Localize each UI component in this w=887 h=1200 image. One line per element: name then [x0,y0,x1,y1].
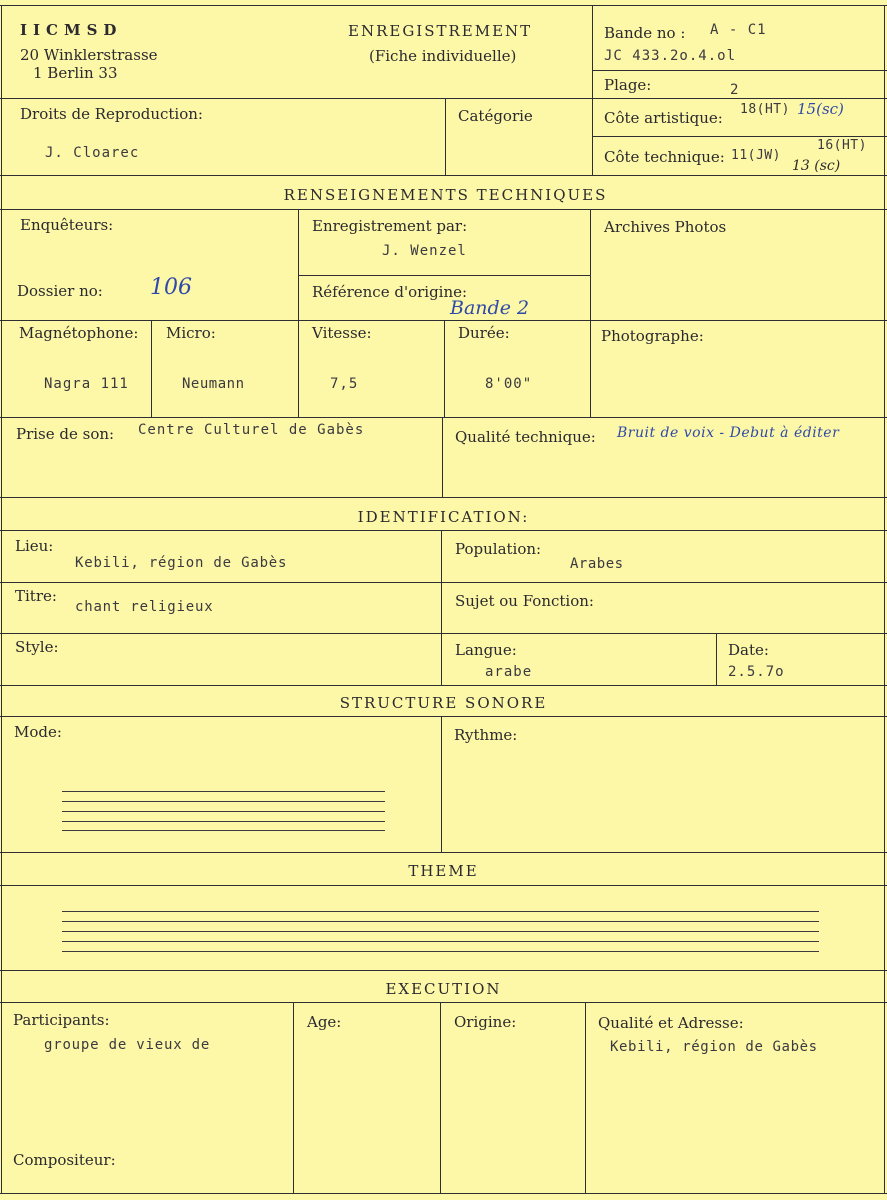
theme-line [62,931,819,932]
bande-label: Bande no : [604,24,686,42]
reference-value: Bande 2 [450,297,530,319]
plage-label: Plage: [604,76,652,94]
rule [0,530,887,531]
section-title-structure: STRUCTURE SONORE [339,694,548,712]
age-label: Age: [307,1013,342,1031]
participants-label: Participants: [13,1011,110,1029]
rule [0,209,887,210]
rule [441,716,442,852]
rule [585,1002,586,1193]
rule [0,885,887,886]
dossier-value: 106 [150,275,192,300]
origine-label: Origine: [454,1013,517,1031]
rule [442,417,443,497]
rule [0,852,887,853]
vitesse-label: Vitesse: [312,324,372,342]
bande-value: A - C1 [710,22,767,38]
rule [445,98,446,175]
prise-value: Centre Culturel de Gabès [138,422,365,438]
rule [293,1002,294,1193]
section-title-technique: RENSEIGNEMENTS TECHNIQUES [283,186,608,204]
rule [0,582,887,583]
section-title-execution: EXECUTION [385,980,502,998]
rule [0,98,887,99]
rule [1,5,2,1193]
theme-line [62,921,819,922]
address-street: 20 Winklerstrasse [20,46,158,64]
rule [0,175,887,176]
duree-value: 8'00" [485,376,533,392]
rule [590,209,591,417]
form-subtitle: (Fiche individuelle) [369,47,517,65]
plage-value: 2 [730,82,740,98]
cote-technique-value: 11(JW) [731,148,781,163]
participants-value: groupe de vieux de [44,1037,211,1053]
section-title-theme: THEME [408,862,479,880]
langue-value: arabe [485,664,533,680]
mode-label: Mode: [14,723,62,741]
reference-label: Référence d'origine: [312,283,468,301]
enregistrement-label: Enregistrement par: [312,217,468,235]
vitesse-value: 7,5 [330,376,359,392]
rights-label: Droits de Reproduction: [20,105,203,123]
lieu-label: Lieu: [15,537,54,555]
sujet-label: Sujet ou Fonction: [455,592,594,610]
langue-label: Langue: [455,641,517,659]
bande-code: JC 433.2o.4.ol [604,48,737,64]
theme-line [62,941,819,942]
form-title: ENREGISTREMENT [348,22,533,40]
institute-logo: IICMSD [20,21,123,39]
mode-line [62,791,385,792]
rule [0,970,887,971]
rule [0,417,887,418]
qualite-adresse-value: Kebili, région de Gabès [610,1039,818,1055]
magnetophone-value: Nagra 111 [44,376,129,392]
rule [0,1002,887,1003]
theme-line [62,951,819,952]
rule [151,320,152,417]
mode-line [62,830,385,831]
cote-artistique-value: 18(HT) [740,102,790,117]
rule [0,1193,887,1194]
mode-line [62,811,385,812]
rule [298,275,590,276]
rule [884,5,885,1193]
section-title-identification: IDENTIFICATION: [357,508,530,526]
dossier-label: Dossier no: [17,282,103,300]
rule [0,5,887,6]
rule [716,633,717,685]
cote-artistique-label: Côte artistique: [604,109,723,127]
magnetophone-label: Magnétophone: [19,324,139,342]
rule [0,497,887,498]
cote-technique-handwritten: 13 (sc) [792,158,841,174]
mode-line [62,821,385,822]
rule [0,633,887,634]
rule [592,5,593,175]
theme-line [62,911,819,912]
rule [441,530,442,685]
cote-technique-label: Côte technique: [604,148,725,166]
rule [444,320,445,417]
micro-value: Neumann [182,376,245,392]
micro-label: Micro: [166,324,216,342]
date-label: Date: [728,641,769,659]
categorie-label: Catégorie [458,107,533,125]
date-value: 2.5.7o [728,664,785,680]
lieu-value: Kebili, région de Gabès [75,555,288,571]
titre-label: Titre: [15,587,57,605]
compositeur-label: Compositeur: [13,1151,116,1169]
qualite-technique-value: Bruit de voix - Debut à éditer [617,425,840,441]
address-city: 1 Berlin 33 [33,64,118,82]
rythme-label: Rythme: [454,726,518,744]
rule [592,70,887,71]
rule [298,209,299,417]
enregistrement-value: J. Wenzel [382,243,467,259]
rule [0,716,887,717]
mode-line [62,801,385,802]
photographe-label: Photographe: [601,327,704,345]
rights-value: J. Cloarec [45,145,140,161]
cote-artistique-handwritten: 15(sc) [797,100,844,118]
rule [592,136,887,137]
prise-label: Prise de son: [16,425,115,443]
qualite-technique-label: Qualité technique: [455,428,596,446]
enqueteurs-label: Enquêteurs: [20,216,114,234]
rule [440,1002,441,1193]
cote-technique-value-2: 16(HT) [817,138,867,153]
titre-value: chant religieux [75,599,214,615]
rule [0,685,887,686]
qualite-adresse-label: Qualité et Adresse: [598,1014,744,1032]
duree-label: Durée: [458,324,510,342]
population-value: Arabes [570,556,624,572]
archives-label: Archives Photos [604,218,727,236]
population-label: Population: [455,540,542,558]
style-label: Style: [15,638,59,656]
